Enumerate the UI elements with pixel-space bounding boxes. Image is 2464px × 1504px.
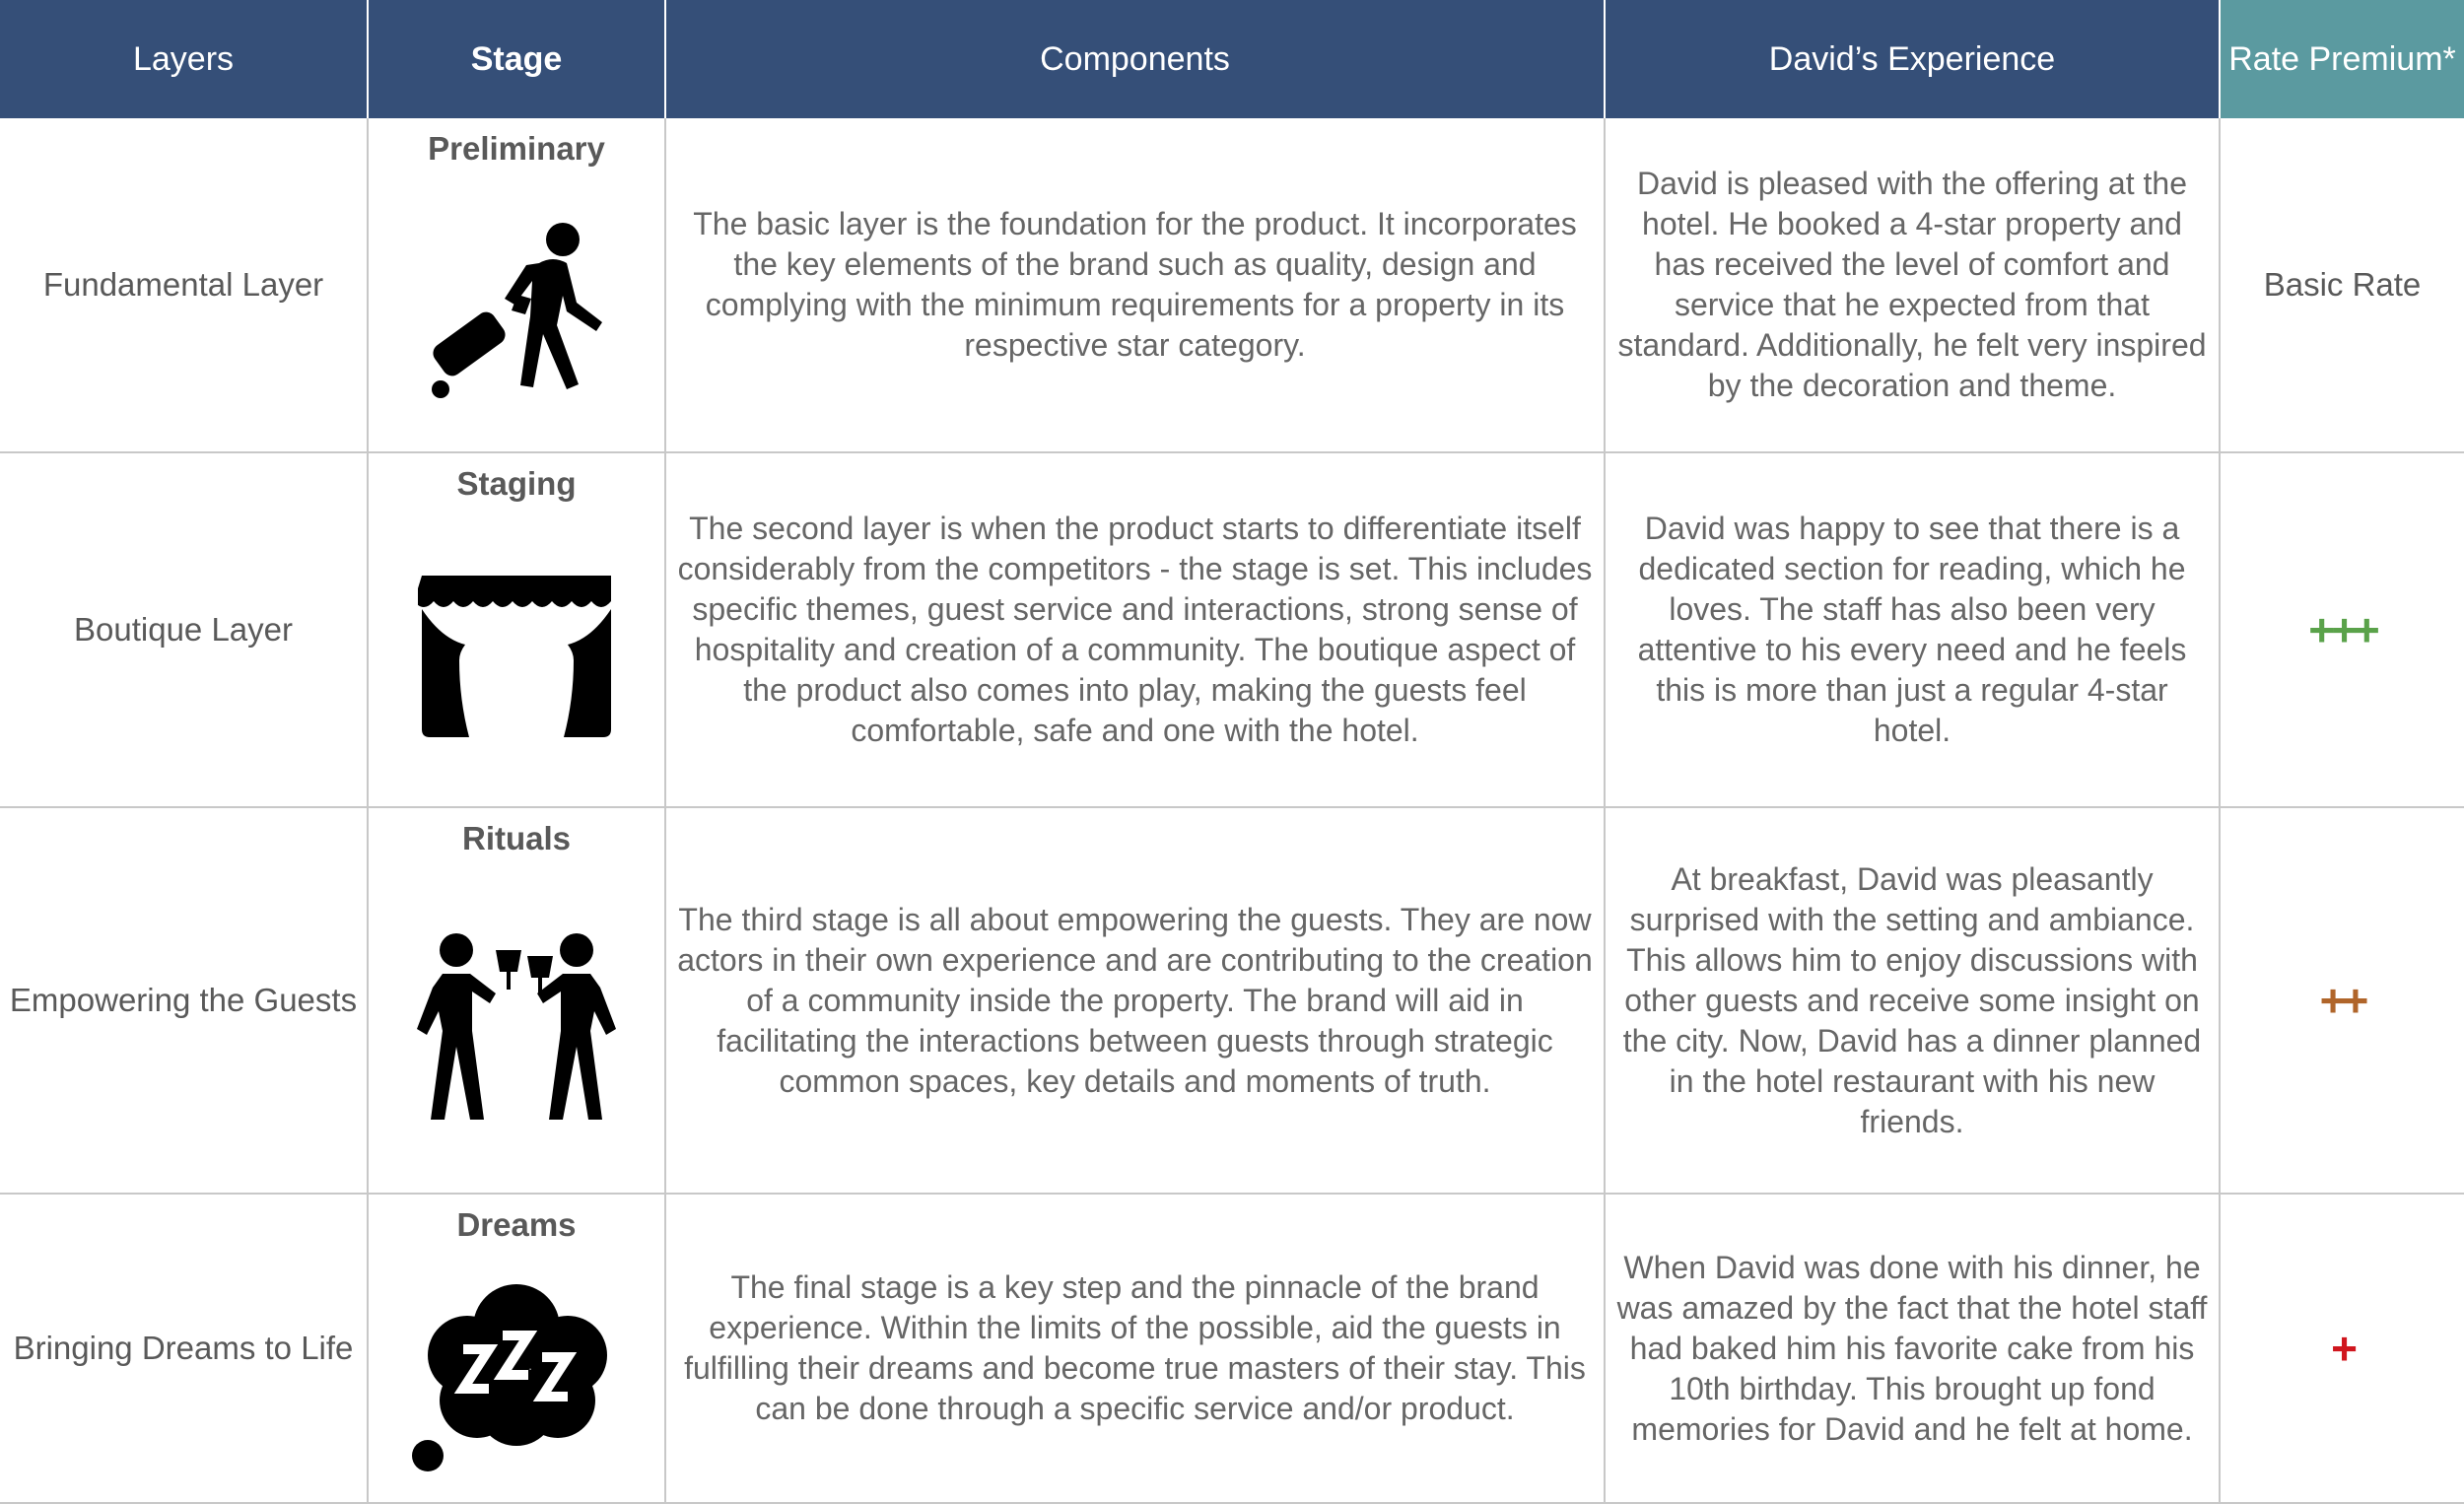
rate-premium-cell	[2221, 1195, 2464, 1502]
experience-text: David is pleased with the offering at the hotel. He booked a 4-star property and has received the level of comfort and service that he expected from that standard. Additionally, he felt very inspired by the decoration and theme.	[1606, 118, 2221, 451]
stage-curtain-icon	[418, 511, 615, 806]
rate-premium-value: ++	[2319, 975, 2365, 1026]
layer-name: Fundamental Layer	[0, 118, 369, 451]
rate-premium-value: +	[2331, 1323, 2354, 1374]
experience-text: David was happy to see that there is a dedicated section for reading, which he loves. The staff has also been very attentive to his every need and he feels this is more than just a regular 4-star hotel.	[1606, 453, 2221, 806]
rate-premium-value: Basic Rate	[2263, 266, 2422, 303]
header-components: Components	[666, 0, 1606, 118]
stage-cell	[369, 118, 666, 451]
traveler-luggage-icon	[423, 175, 610, 451]
header-layers: Layers	[0, 0, 369, 118]
stage-title: Staging	[456, 465, 577, 502]
table-row	[0, 808, 2464, 1195]
table-row	[0, 1195, 2464, 1504]
stage-title: Preliminary	[428, 130, 605, 167]
table-row	[0, 453, 2464, 808]
header-stage: Stage	[369, 0, 666, 118]
layer-name: Boutique Layer	[0, 453, 369, 806]
stage-title: Rituals	[461, 820, 572, 856]
header-experience: David’s Experience	[1606, 0, 2221, 118]
stage-cell	[369, 808, 666, 1193]
components-text: The basic layer is the foundation for the product. It incorporates the key elements of the brand such as quality, design and complying with the minimum requirements for a property in its respective star category.	[666, 118, 1606, 451]
components-text: The second layer is when the product starts to differentiate itself considerably from the competitors - the stage is set. This includes specific themes, guest service and interactions, strong sense of hospitality and creation of a community. The boutique aspect of the product also comes into play, making the guests feel comfortable, safe and one with the hotel.	[666, 453, 1606, 806]
table-header	[0, 0, 2464, 118]
stage-cell	[369, 453, 666, 806]
layer-name: Bringing Dreams to Life	[0, 1195, 369, 1502]
experience-text: At breakfast, David was pleasantly surprised with the setting and ambiance. This allows him to enjoy discussions with other guests and receive some insight on the city. Now, David has a dinner planned in the hotel restaurant with his new friends.	[1606, 808, 2221, 1193]
components-text: The final stage is a key step and the pinnacle of the brand experience. Within the limits of the possible, aid the guests in fulfilling their dreams and become true masters of their stay. This can be done through a specific service and/or product.	[666, 1195, 1606, 1502]
table-row	[0, 118, 2464, 453]
rate-premium-value: +++	[2308, 604, 2376, 655]
people-toasting-icon	[413, 865, 620, 1193]
header-rate-premium: Rate Premium*	[2221, 0, 2464, 118]
sleep-cloud-icon	[408, 1252, 625, 1502]
layer-name: Empowering the Guests	[0, 808, 369, 1193]
rate-premium-cell	[2221, 453, 2464, 806]
components-text: The third stage is all about empowering the guests. They are now actors in their own experience and are contributing to the creation of a community inside the property. The brand will aid in facilitating the interactions between guests through strategic common spaces, key details and moments of truth.	[666, 808, 1606, 1193]
experience-text: When David was done with his dinner, he was amazed by the fact that the hotel staff had baked him his favorite cake from his 10th birthday. This brought up fond memories for David and he felt at home.	[1606, 1195, 2221, 1502]
stage-cell	[369, 1195, 666, 1502]
rate-premium-cell	[2221, 808, 2464, 1193]
stage-title: Dreams	[456, 1206, 577, 1243]
